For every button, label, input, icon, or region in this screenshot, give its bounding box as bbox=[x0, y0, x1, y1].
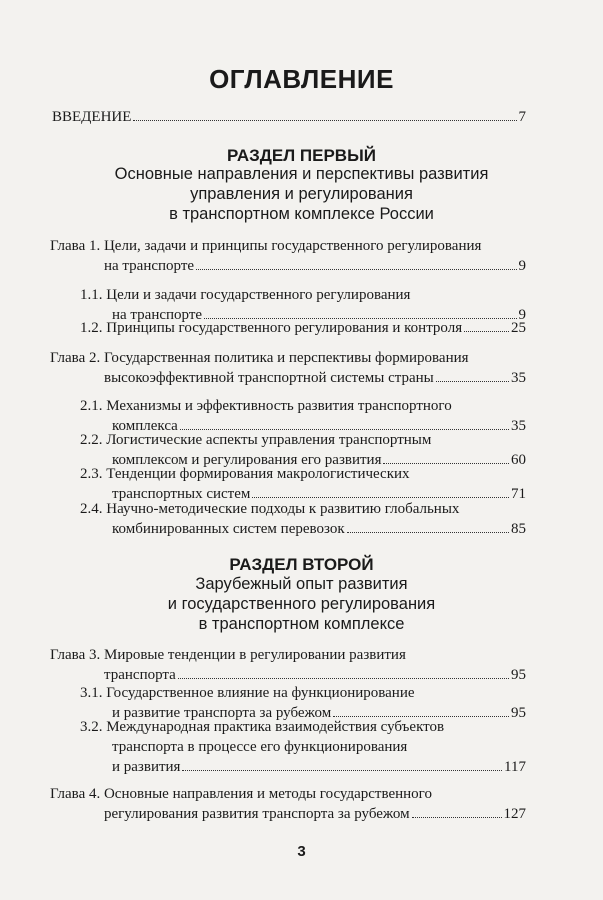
entry-page: 9 bbox=[518, 307, 526, 323]
entry-label: 2.1. Механизмы и эффективность развития транспортного bbox=[80, 398, 452, 414]
entry-label: 2.4. Научно-методические подходы к развитию глобальных bbox=[80, 501, 460, 517]
entry-label: высокоэффективной транспортной системы страны bbox=[104, 370, 434, 386]
entry-page: 60 bbox=[511, 452, 526, 468]
entry-label: на транспорте bbox=[112, 307, 203, 323]
entry-label: транспортных систем bbox=[112, 486, 251, 502]
toc-entry-chapter-3[interactable] bbox=[50, 645, 526, 685]
leader-dots bbox=[436, 381, 509, 382]
toc-entry-1-2[interactable] bbox=[80, 318, 526, 338]
entry-page: 35 bbox=[511, 418, 526, 434]
entry-label: 3.1. Государственное влияние на функционирование bbox=[80, 685, 415, 701]
entry-page: 117 bbox=[504, 759, 526, 775]
entry-label: регулирования развития транспорта за рубежом bbox=[104, 806, 410, 822]
entry-page: 127 bbox=[503, 806, 526, 822]
page-number: 3 bbox=[297, 843, 306, 860]
toc-entry-2-4[interactable] bbox=[80, 499, 526, 539]
entry-label: 3.2. Международная практика взаимодействия субъектов bbox=[80, 719, 445, 735]
entry-label: 2.2. Логистические аспекты управления транспортным bbox=[80, 432, 432, 448]
leader-dots bbox=[133, 120, 516, 121]
toc-entry-chapter-1[interactable] bbox=[50, 236, 526, 276]
entry-label: и развитие транспорта за рубежом bbox=[112, 705, 332, 721]
entry-label: Глава 1. Цели, задачи и принципы государственного регулирования bbox=[50, 238, 482, 254]
entry-label: ВВЕДЕНИЕ bbox=[52, 109, 132, 125]
leader-dots bbox=[412, 817, 502, 818]
entry-label: Глава 4. Основные направления и методы государственного bbox=[50, 786, 432, 802]
entry-label: на транспорте bbox=[104, 258, 195, 274]
leader-dots bbox=[252, 497, 509, 498]
entry-label: транспорта bbox=[104, 667, 176, 683]
toc-entry-chapter-2[interactable] bbox=[50, 348, 526, 388]
section-heading-2: РАЗДЕЛ ВТОРОЙ bbox=[229, 555, 374, 574]
page-title: ОГЛАВЛЕНИЕ bbox=[209, 64, 394, 94]
entry-label: Глава 2. Государственная политика и перспективы формирования bbox=[50, 350, 469, 366]
toc-entry-chapter-4[interactable] bbox=[50, 784, 526, 824]
entry-page: 25 bbox=[511, 320, 526, 336]
toc-entry-intro[interactable] bbox=[52, 107, 526, 127]
entry-label: 1.1. Цели и задачи государственного регулирования bbox=[80, 287, 411, 303]
entry-label: комплекса bbox=[112, 418, 178, 434]
toc-entry-2-3[interactable] bbox=[80, 464, 526, 504]
entry-page: 7 bbox=[518, 109, 526, 125]
section-heading-1: РАЗДЕЛ ПЕРВЫЙ bbox=[227, 146, 376, 165]
leader-dots bbox=[196, 269, 516, 270]
entry-page: 35 bbox=[511, 370, 526, 386]
section-subtitle-2: Зарубежный опыт развития и государственного регулирования в транспортном комплексе bbox=[167, 575, 436, 633]
entry-label: и развития bbox=[112, 759, 181, 775]
entry-page: 85 bbox=[511, 521, 526, 537]
leader-dots bbox=[347, 532, 509, 533]
entry-page: 71 bbox=[511, 486, 526, 502]
leader-dots bbox=[182, 770, 502, 771]
entry-page: 9 bbox=[518, 258, 526, 274]
entry-label: 1.2. Принципы государственного регулирования и контроля bbox=[80, 320, 463, 336]
section-subtitle-1: Основные направления и перспективы развития управления и регулирования в транспортном комплексе России bbox=[114, 165, 489, 223]
entry-label: Глава 3. Мировые тенденции в регулировании развития bbox=[50, 647, 406, 663]
entry-label: комплексом и регулирования его развития bbox=[112, 452, 382, 468]
leader-dots bbox=[464, 331, 509, 332]
entry-label: транспорта в процессе его функционирования bbox=[112, 739, 408, 755]
leader-dots bbox=[178, 678, 509, 679]
entry-page: 95 bbox=[511, 705, 526, 721]
entry-page: 95 bbox=[511, 667, 526, 683]
entry-label: 2.3. Тенденции формирования макрологистических bbox=[80, 466, 410, 482]
toc-entry-3-2[interactable] bbox=[80, 717, 526, 777]
entry-label: комбинированных систем перевозок bbox=[112, 521, 345, 537]
